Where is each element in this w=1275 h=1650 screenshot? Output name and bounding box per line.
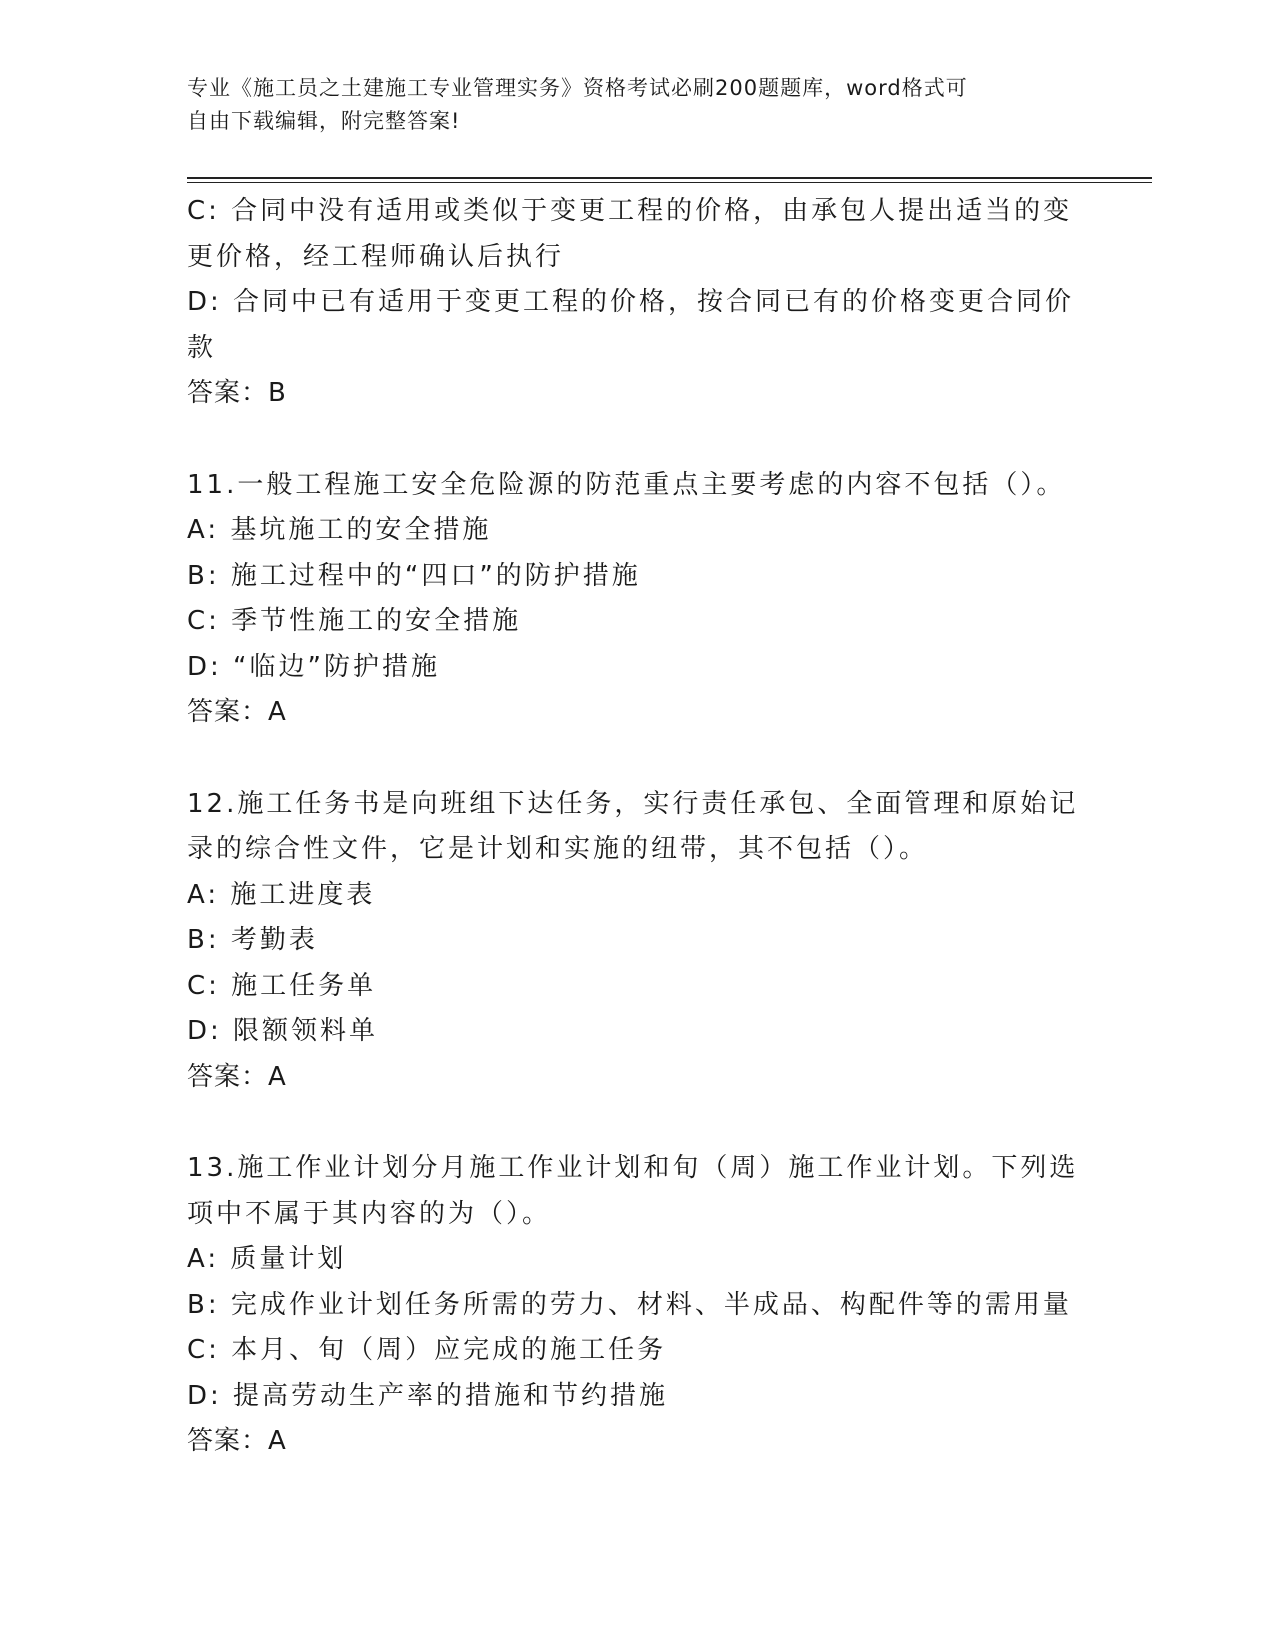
question-block-11: [187, 463, 1067, 736]
question-block-10: [187, 189, 1075, 417]
header-divider-thick: [187, 177, 1152, 179]
question-block-13: [187, 1146, 1079, 1465]
option-a: A: 质量计划: [187, 1244, 347, 1274]
option-b: B: 考勤表: [187, 925, 318, 955]
option-d: D: 提高劳动生产率的措施和节约措施: [187, 1380, 669, 1411]
question-block-12: [187, 782, 1079, 1101]
option-c: C: 施工任务单: [187, 970, 377, 1001]
question-stem: 13.施工作业计划分月施工作业计划和旬（周）施工作业计划。下列选: [187, 1153, 1079, 1183]
question-list: [187, 189, 1079, 1465]
option-c-continued: 更价格，经工程师确认后执行: [187, 241, 565, 272]
answer-line: 答案：A: [187, 697, 287, 727]
option-a: A: 施工进度表: [187, 879, 376, 910]
option-d: D: “临边”防护措施: [187, 651, 440, 682]
option-b: B: 完成作业计划任务所需的劳力、材料、半成品、构配件等的需用量: [187, 1289, 1072, 1320]
option-d: D: 合同中已有适用于变更工程的价格，按合同已有的价格变更合同价: [187, 287, 1075, 317]
question-stem-continued: 项中不属于其内容的为（）。: [187, 1198, 552, 1229]
header-divider-thin: [187, 182, 1152, 183]
header-title-line-2: 自由下载编辑，附完整答案!: [187, 109, 461, 133]
header-title-line-1: 专业《施工员之土建施工专业管理实务》资格考试必刷200题题库，word格式可: [187, 76, 968, 100]
answer-line: 答案：B: [187, 378, 287, 408]
option-d-continued: 款: [187, 332, 217, 363]
answer-line: 答案：A: [187, 1061, 287, 1092]
option-d: D: 限额领料单: [187, 1016, 379, 1046]
option-b: B: 施工过程中的“四口”的防护措施: [187, 560, 641, 591]
option-a: A: 基坑施工的安全措施: [187, 515, 492, 545]
option-c: C: 合同中没有适用或类似于变更工程的价格，由承包人提出适当的变: [187, 196, 1073, 226]
question-stem: 11.一般工程施工安全危险源的防范重点主要考虑的内容不包括（）。: [187, 469, 1066, 500]
question-stem-continued: 录的综合性文件，它是计划和实施的纽带，其不包括（）。: [187, 834, 929, 864]
question-stem: 12.施工任务书是向班组下达任务，实行责任承包、全面管理和原始记: [187, 788, 1079, 819]
answer-line: 答案：A: [187, 1426, 287, 1456]
option-c: C: 季节性施工的安全措施: [187, 606, 522, 636]
option-c: C: 本月、旬（周）应完成的施工任务: [187, 1335, 667, 1365]
document-header: [187, 72, 1067, 138]
